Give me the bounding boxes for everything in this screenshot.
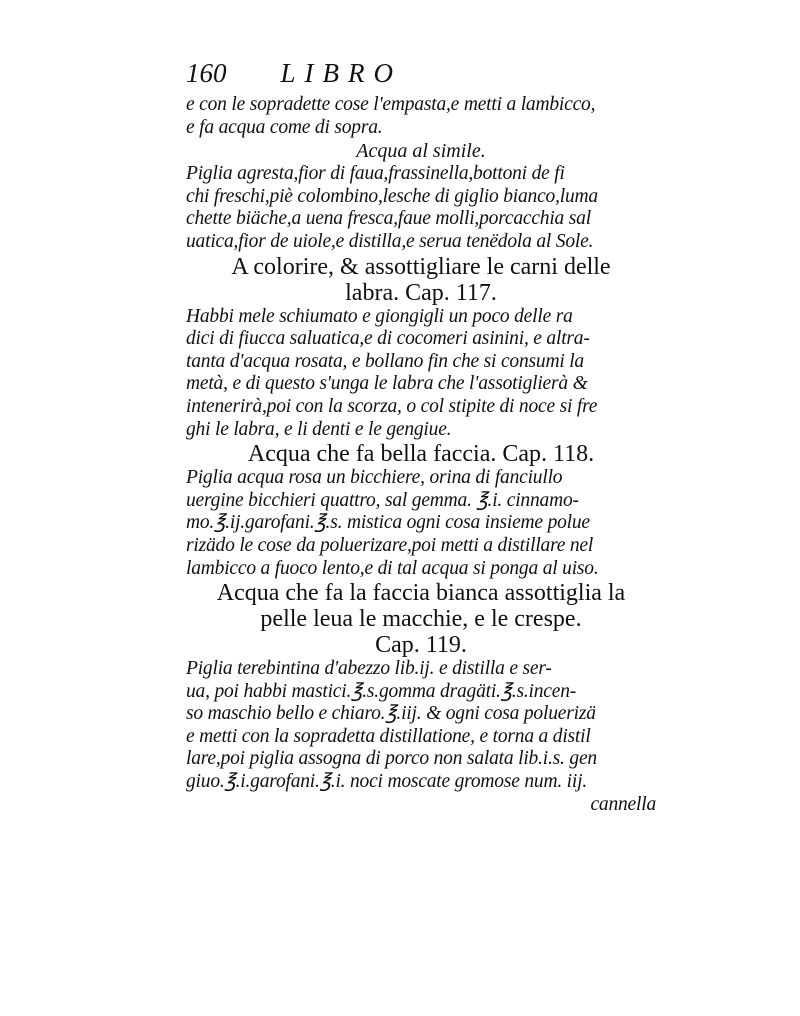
text-line: intenerirà,poi con la scorza, o col stipite di noce si fre: [186, 395, 598, 417]
text-line: chette biäche,a uena fresca,faue molli,porcacchia sal: [186, 208, 591, 230]
text-line: uergine bicchieri quattro, sal gemma. ℥.i. cinnamo-: [186, 489, 579, 511]
text-line: metà, e di questo s'unga le labra che l'assotiglierà &: [186, 373, 588, 395]
running-title: LIBRO: [280, 58, 402, 88]
text-line: so maschio bello e chiaro.℥.iij. & ogni cosa poluerizä: [186, 703, 596, 725]
text-line: e con le sopradette cose l'empasta,e metti a lambicco,: [186, 94, 596, 115]
running-head: [186, 58, 656, 94]
chapter-heading-118: Acqua che fa bella faccia. Cap. 118.: [247, 441, 595, 468]
chapter-number-119: Cap. 119.: [375, 632, 467, 659]
text-line: Habbi mele schiumato e giongigli un poco delle ra: [186, 305, 573, 327]
text-line: e fa acqua come di sopra.: [186, 116, 383, 138]
text-line: giuo.℥.i.garofani.℥.i. noci moscate gromose num. iij.: [186, 771, 588, 793]
text-block: [186, 58, 656, 816]
text-line: Piglia agresta,fior di faua,frassinella,bottoni de fi: [186, 163, 565, 185]
text-line: tanta d'acqua rosata, e bollano fin che si consumi la: [186, 350, 584, 372]
text-line: lare,poi piglia assogna di porco non salata lib.i.s. gen: [186, 748, 597, 770]
text-line: e metti con la sopradetta distillatione, e torna a distil: [186, 725, 591, 747]
page-number: 160: [186, 58, 227, 88]
text-line: dici di fiucca saluatica,e di cocomeri asinini, e altra-: [186, 328, 590, 350]
section-subheading: Acqua al simile.: [356, 140, 486, 163]
text-line: chi freschi,piè colombino,lesche di giglio bianco,luma: [186, 185, 598, 207]
text-line: lambicco a fuoco lento,e di tal acqua si ponga al uiso.: [186, 557, 599, 579]
chapter-number-117: labra. Cap. 117.: [345, 279, 497, 306]
text-line: mo.℥.ij.garofani.℥.s. mistica ogni cosa insieme polue: [186, 512, 590, 534]
text-line: ua, poi habbi mastici.℥.s.gomma dragäti.℥.s.incen-: [186, 680, 577, 702]
chapter-heading-119-cont: pelle leua le macchie, e le crespe.: [260, 606, 582, 633]
text-line: Piglia terebintina d'abezzo lib.ij. e distilla e ser-: [186, 658, 552, 680]
text-line: rizädo le cose da poluerizare,poi metti a distillare nel: [186, 534, 594, 556]
text-line: uatica,fior de uiole,e distilla,e serua tenëdola al Sole.: [186, 230, 594, 252]
text-line: Piglia acqua rosa un bicchiere, orina di fanciullo: [186, 467, 563, 489]
chapter-heading-117: A colorire, & assottigliare le carni delle: [231, 253, 611, 280]
chapter-heading-119: Acqua che fa la faccia bianca assottiglia la: [216, 580, 626, 607]
catchword: cannella: [590, 793, 656, 815]
text-line: ghi le labra, e li denti e le gengiue.: [186, 418, 452, 440]
